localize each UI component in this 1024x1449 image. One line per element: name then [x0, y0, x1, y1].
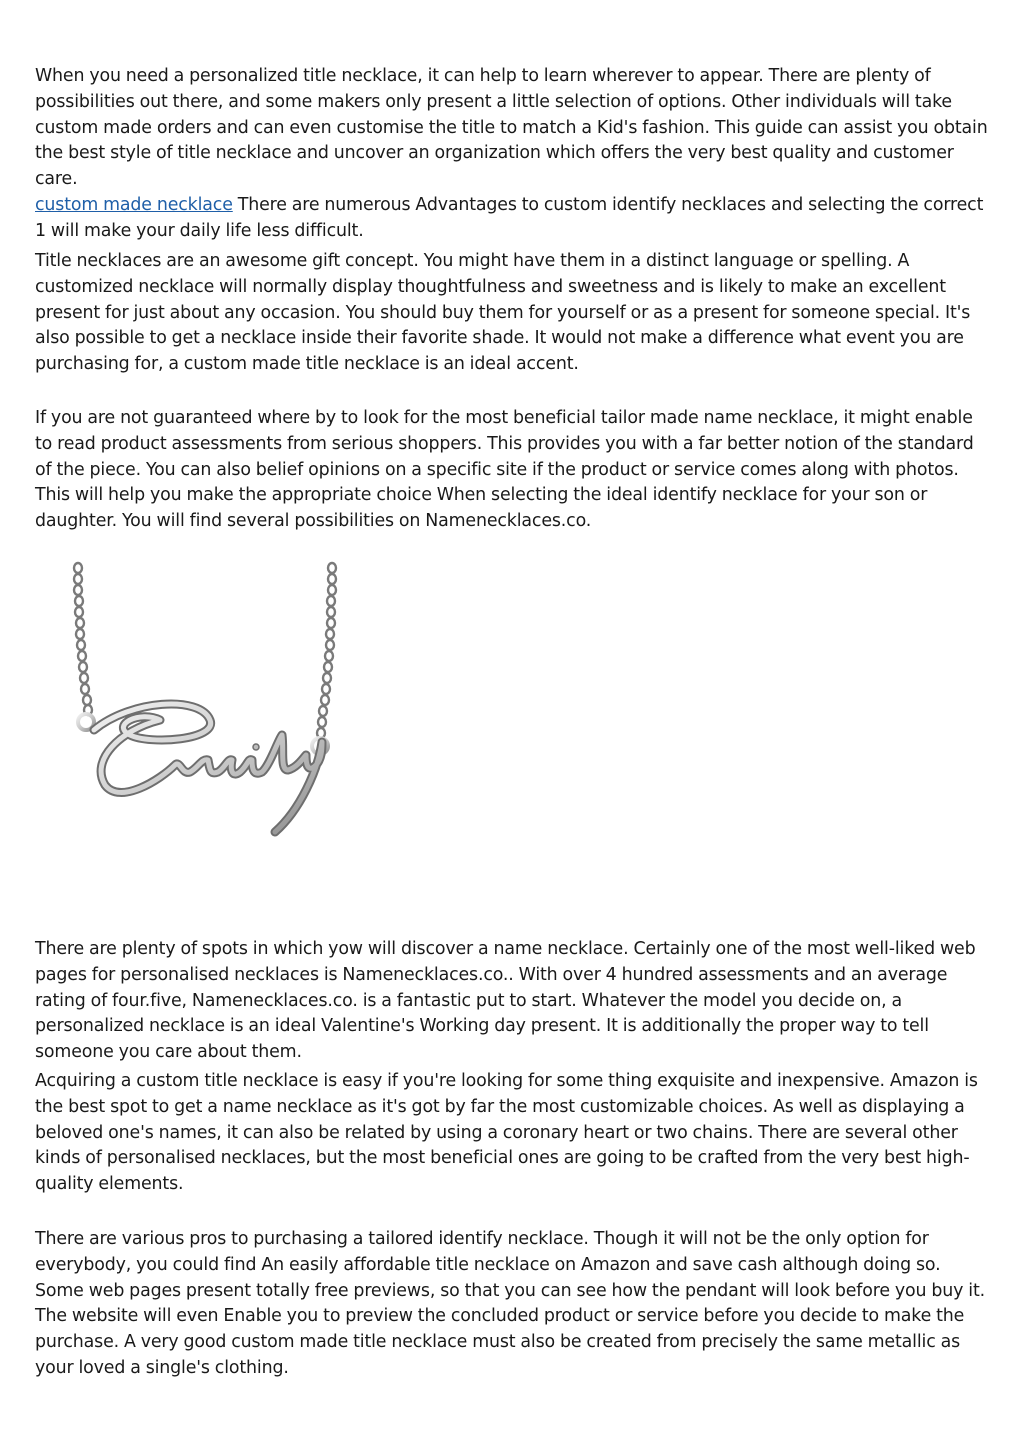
- name-necklace-image: [60, 560, 350, 840]
- paragraph-2: Title necklaces are an awesome gift concept. You might have them in a distinct language or spelling. A customized necklace will normally display thoughtfulness and sweetness and is likely to make an excellent present for just about any occasion. You should buy them for yourself or as a present for someone special. It's also possible to get a necklace inside their favorite shade. It would not make a difference what event you are purchasing for, a custom made title necklace is an ideal accent.: [35, 251, 971, 375]
- necklace-illustration: [60, 560, 350, 840]
- paragraph-1-tail: There are numerous Advantages to custom identify necklaces and selecting the correct 1 will make your daily life less difficult.: [35, 194, 984, 241]
- paragraph-1-lead: When you need a personalized title necklace, it can help to learn wherever to appear. There are plenty of possibilities out there, and some makers only present a little selection of options. Other individuals will take custom made orders and can even customise the title to match a Kid's fashion. This guide can assist you obtain the best style of title necklace and uncover an organization which offers the very best quality and customer care.: [35, 66, 988, 190]
- custom-made-necklace-link[interactable]: custom made necklace: [35, 194, 233, 215]
- paragraph-4: There are plenty of spots in which yow will discover a name necklace. Certainly one of the most well-liked web pages for personalised necklaces is Namenecklaces.co.. With over 4 hundred assessments and an average rating of four.five, Namenecklaces.co. is a fantastic put to start. Whatever the model you decide on, a personalized necklace is an ideal Valentine's Working day present. It is additionally the proper way to tell someone you care about them.: [35, 939, 976, 1063]
- paragraph-3: If you are not guaranteed where by to look for the most beneficial tailor made name necklace, it might enable to read product assessments from serious shoppers. This provides you with a far better notion of the standard of the piece. You can also belief opinions on a specific site if the product or service comes along with photos. This will help you make the appropriate choice When selecting the ideal identify necklace for your son or daughter. You will find several possibilities on Namenecklaces.co.: [35, 408, 974, 532]
- paragraph-1: [35, 64, 993, 245]
- paragraph-6: There are various pros to purchasing a tailored identify necklace. Though it will not be the only option for everybody, you could find An easily affordable title necklace on Amazon and save cash although doing so. Some web pages present totally free previews, so that you can see how the pendant will look before you buy it. The website will even Enable you to preview the concluded product or service before you decide to make the purchase. A very good custom made title necklace must also be created from precisely the same metallic as your loved a single's clothing.: [35, 1229, 986, 1378]
- paragraph-5: Acquiring a custom title necklace is easy if you're looking for some thing exquisite and inexpensive. Amazon is the best spot to get a name necklace as it's got by far the most customizable choices. As well as displaying a beloved one's names, it can also be related by using a coronary heart or two chains. There are several other kinds of personalised necklaces, but the most beneficial ones are going to be crafted from the very best high-quality elements.: [35, 1071, 978, 1195]
- right-chain: [317, 563, 336, 738]
- emily-pendant: [94, 704, 322, 832]
- left-chain: [74, 563, 92, 715]
